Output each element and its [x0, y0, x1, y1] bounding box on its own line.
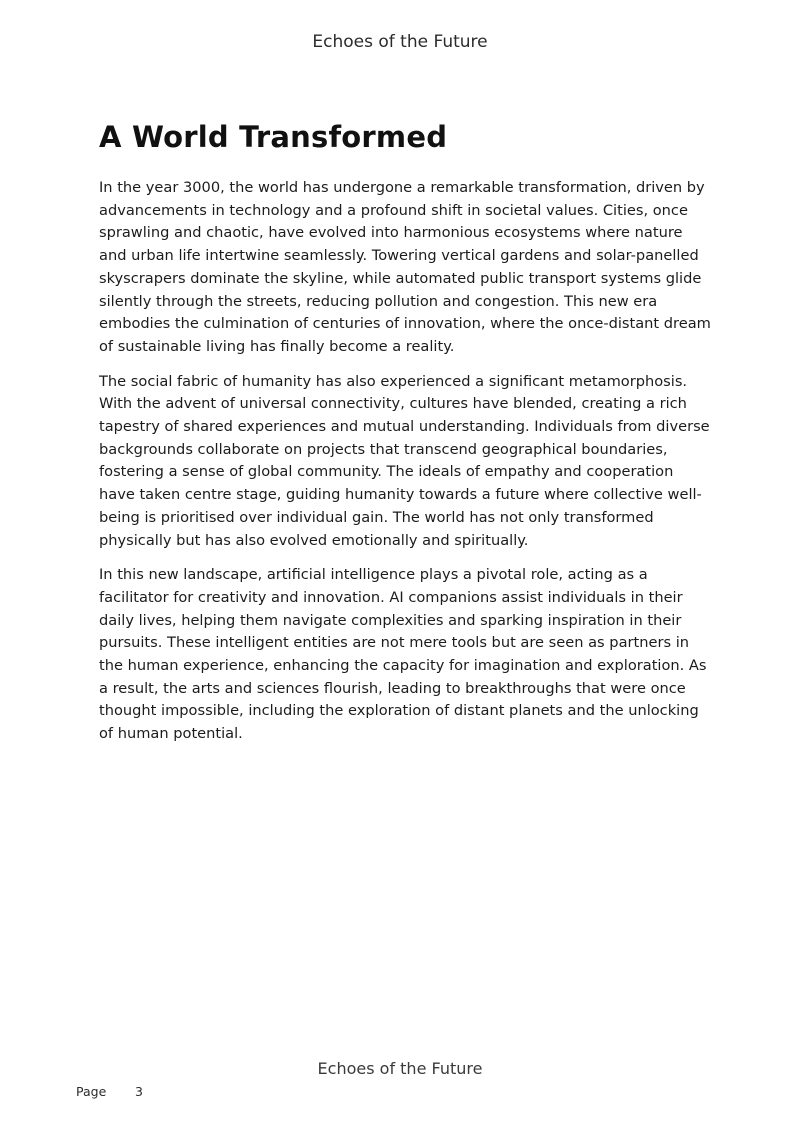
paragraph-3: In this new landscape, artificial intelligence plays a pivotal role, acting as a facilitator for creativity and innovation. AI companions assist individuals in their daily lives, helping them navigate complexities and sparking inspiration in their pursuits. These intelligent entities are not mere tools but are seen as partners in the human experience, enhancing the capacity for imagination and exploration. As a result, the arts and sciences flourish, leading to breakthroughs that were once thought impossible, including the exploration of distant planets and the unlocking of human potential. [99, 566, 707, 743]
paragraph-2: The social fabric of humanity has also experienced a significant metamorphosis. With the advent of universal connectivity, cultures have blended, creating a rich tapestry of shared experiences and mutual understanding. Individuals from diverse backgrounds collaborate on projects that transcend geographical boundaries, fostering a sense of global community. The ideals of empathy and cooperation have taken centre stage, guiding humanity towards a future where collective well-being is prioritised over individual gain. The world has not only transformed physically but has also evolved emotionally and spiritually. [99, 372, 710, 549]
page-number-value: 3 [135, 1084, 143, 1099]
page-title: A World Transformed [99, 120, 448, 154]
page-number [76, 1084, 143, 1099]
paragraph-1: In the year 3000, the world has undergone a remarkable transformation, driven by advancements in technology and a profound shift in societal values. Cities, once sprawling and chaotic, have evolved into harmonious ecosystems where nature and urban life intertwine seamlessly. Towering vertical gardens and solar-panelled skyscrapers dominate the skyline, while automated public transport systems glide silently through the streets, reducing pollution and congestion. This new era embodies the culmination of centuries of innovation, where the once-distant dream of sustainable living has finally become a reality. [99, 179, 711, 355]
body-text [99, 177, 711, 758]
running-footer: Echoes of the Future [317, 1059, 483, 1078]
running-header: Echoes of the Future [312, 32, 488, 52]
page-number-label: Page [76, 1084, 107, 1099]
